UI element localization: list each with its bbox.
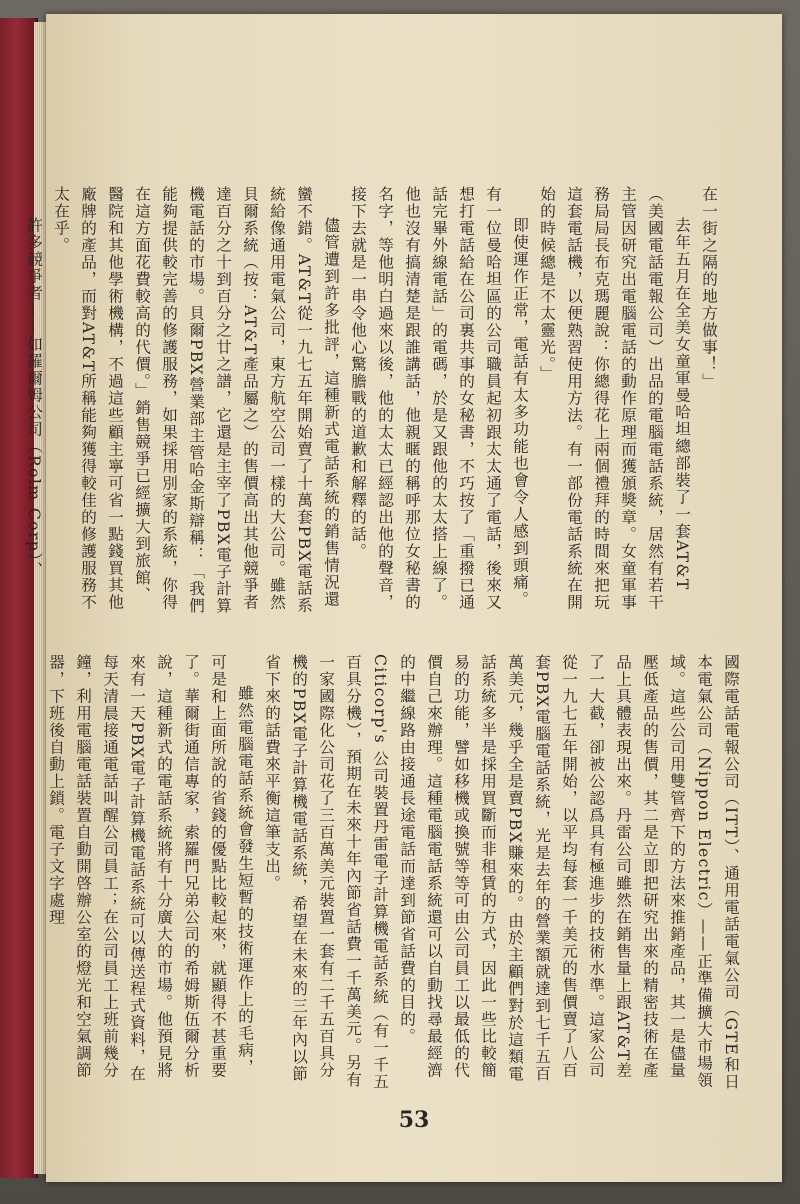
- upper-text-column: [25, 186, 722, 620]
- paragraph: 雖然電腦電話系統會發生短暫的技術運作上的毛病，可是和上面所說的省錢的優點比較起來，就顯得不甚重要了。華爾街通信專家，索羅門兄弟公司的希姆斯伍爾分析說，這種新式的電話系統將有十分廣大的市場。他預見將來有一天PBX電子計算機電話系統可以傳送程式資料，在每天清晨接通電話叫醒公司員工；在公司員工上班前幾分鐘，利用電腦電話裝置自動開啓辦公室的燈光和空氣調節器，下班後自動上鎖。電子文字處理: [47, 654, 254, 1083]
- lower-text-column: [47, 654, 744, 1092]
- paragraph: 在一街之隔的地方做事！」: [700, 186, 718, 390]
- book-page: [25, 14, 782, 1182]
- paragraph: 國際電話電報公司（ITT）、通用電話電氣公司（GTE和日本電氣公司（Nippon Electric）——正準備擴大市場領域。這些公司用雙管齊下的方法來推銷產品，其一是儘量壓低產品的售價，其二是立即把研究出來的精密技術在產品上具體表現出來。丹雷公司雖然在銷售量上跟AT&T差了一大截，卻被公認爲具有極進步的技術水準。這家公司從一九七五年開始，以平均每套一千美元的售價賣了八百套PBX電腦電話系統，光是去年的營業額就達到七千五百萬美元，幾乎全是賣PBX賺來的。由於主顧們對於這類電話系統多半是採用買斷而非租賃的方式，因此一些比較簡易的功能，譬如移機或換號等等可由公司員工以最低的代價自己來辦理。這種電腦電話系統還可以自動找尋最經濟的中繼線路由接通長途電話而達到節省話費的目的。Citicorp's 公司裝置丹雷電子計算機電話系統（有一千五百具分機），預期在未來十年內節省話費一千萬美元。另有一家國際化公司花了三百萬美元裝置一套有二千五百具分機的PBX電子計算機電話系統，希望在未來的三年內以節省下來的話費來平衡這筆支出。: [263, 654, 740, 1091]
- paragraph: 許多競爭者——如羅爾姆公司（Rolm Corp）、: [25, 217, 43, 579]
- paragraph: 即使運作正常，電話有太多功能也會令人感到頭痛。有一位曼哈坦區的公司職員起初跟太太通了電話，後來又想打電話給在公司裏共事的女秘書，不巧按了「重撥已通話完畢外線電話」的電碼，於是又跟他的太太搭上線了。他也沒有搞清楚是跟誰講話，他親暱的稱呼那位女秘書的名字，等他明白過來以後，他的太太已經認出他的聲音，接下去就是一串令他心驚膽戰的道歉和解釋的話。: [349, 186, 529, 611]
- paragraph: 去年五月在全美女童軍曼哈坦總部裝了一套AT&T（美國電話電報公司）出品的電腦電話系統，居然有若干主管因研究出電腦電話的動作原理而獲頒獎章。女童軍事務局局長布克瑪麗說：你總得花上兩個禮拜的時間來把玩這套電話機，以便熟習使用方法。有一部份電話系統在開始的時候總是不太靈光。」: [538, 186, 691, 611]
- page-number: 53: [398, 1107, 430, 1133]
- paragraph: 儘管遭到許多批評，這種新式電話系統的銷售情況還蠻不錯。AT&T從一九七五年開始賣了十萬套PBX電話系統給像通用電氣公司，東方航空公司一樣的大公司。雖然貝爾系統（按：AT&T產品屬之）的售價高出其他競爭者達百分之十到百分之廿之譜，它還是主宰了PBX電子計算機電話的市場。貝爾PBX營業部主管哈金斯辯稱：「我們能夠提供較完善的修護服務，如果採用別家的系統，你得在這方面花費較高的代價。」銷售競爭已經擴大到旅館、醫院和其他學術機構，不過這些顧主寧可省一點錢買其他廠牌的產品，而對AT&T所稱能夠獲得較佳的修護服務不太在乎。: [52, 186, 340, 615]
